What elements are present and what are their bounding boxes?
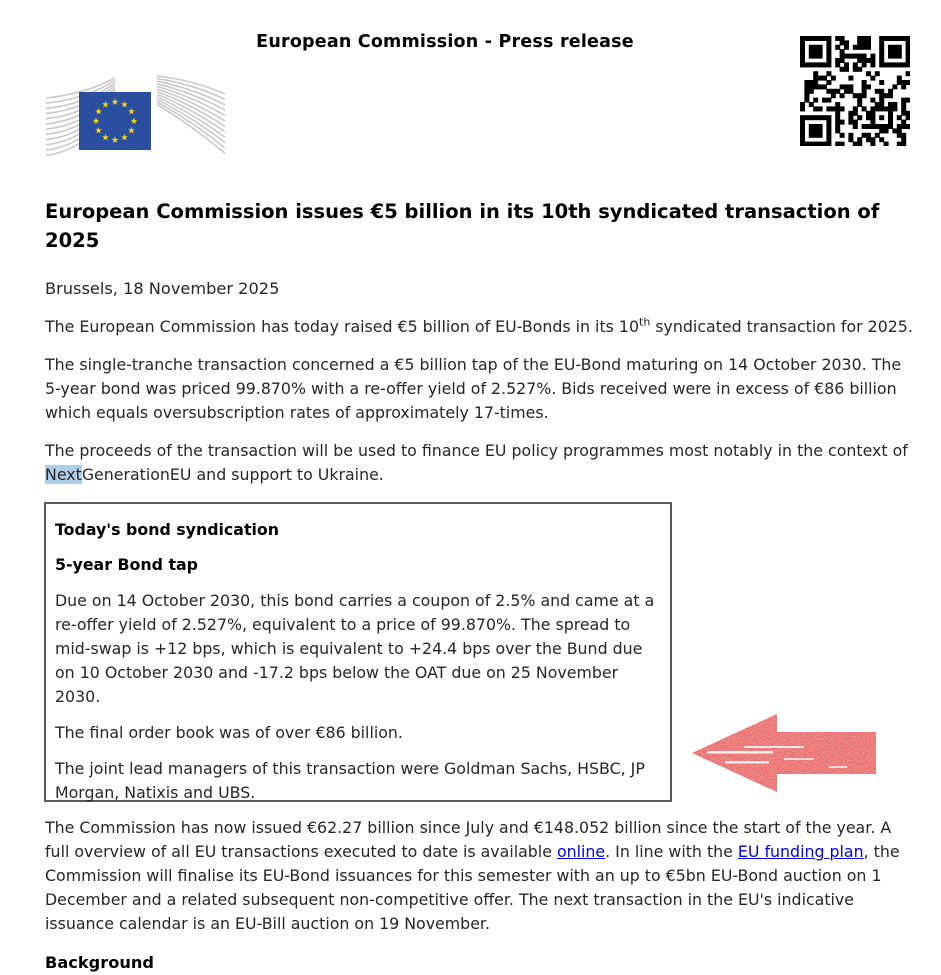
- online-link[interactable]: online: [556, 842, 606, 861]
- background-section-heading: Background: [45, 953, 154, 972]
- intro-text-before: The European Commission has today raised €5 billion of EU-Bonds in its 10: [45, 317, 639, 336]
- closing-text-2: . In line with the: [605, 842, 738, 861]
- red-stamp-arrow-icon: [689, 711, 879, 796]
- document-type-title: European Commission - Press release: [256, 32, 634, 52]
- box-title: Today's bond syndication: [55, 520, 280, 539]
- proceeds-text-after: GenerationEU and support to Ukraine.: [81, 465, 384, 484]
- ordinal-superscript: th: [639, 315, 651, 329]
- dateline: Brussels, 18 November 2025: [45, 279, 280, 298]
- box-subtitle: 5-year Bond tap: [55, 555, 198, 574]
- qr-code: [800, 36, 910, 146]
- intro-paragraph: [45, 315, 915, 339]
- closing-paragraph: [45, 816, 915, 936]
- box-orderbook-paragraph: The final order book was of over €86 billion.: [55, 723, 403, 742]
- document-body: [0, 198, 941, 975]
- bond-syndication-box: [44, 502, 672, 802]
- highlighted-text: Next: [45, 465, 82, 484]
- document-header: [0, 0, 941, 162]
- proceeds-paragraph: [45, 439, 915, 487]
- syndication-section: [45, 502, 915, 802]
- european-commission-logo-icon: [45, 68, 227, 162]
- closing-text-3: , the Commission will finalise its EU-Bond issuances for this semester with an up to €5bn EU-Bond auction on 1 December and a related subsequent non-competitive offer. The next transaction in the EU's indicative issuance calendar is an EU-Bill auction on 19 November.: [45, 842, 900, 933]
- transaction-paragraph: The single-tranche transaction concerned a €5 billion tap of the EU-Bond maturing on 14 October 2030. The 5-year bond was priced 99.870% with a re-offer yield of 2.527%. Bids received were in excess of €86 billion which equals oversubscription rates of approximately 17-times.: [45, 355, 902, 422]
- page-title: European Commission issues €5 billion in its 10th syndicated transaction of 2025: [45, 200, 880, 252]
- eu-funding-plan-link[interactable]: EU funding plan: [737, 842, 864, 861]
- proceeds-text-before: The proceeds of the transaction will be used to finance EU policy programmes most notably in the context of: [45, 441, 908, 460]
- closing-text-1: The Commission has now issued €62.27 billion since July and €148.052 billion since the start of the year. A full overview of all EU transactions executed to date is available: [45, 818, 892, 861]
- intro-text-after: syndicated transaction for 2025.: [650, 317, 913, 336]
- box-details-paragraph: Due on 14 October 2030, this bond carries a coupon of 2.5% and came at a re-offer yield of 2.527%, equivalent to a price of 99.870%. The spread to mid-swap is +12 bps, which is equivalent to +24.4 bps over the Bund due on 10 October 2030 and -17.2 bps below the OAT due on 25 November 2030.: [55, 591, 655, 706]
- box-managers-paragraph: The joint lead managers of this transaction were Goldman Sachs, HSBC, JP Morgan, Natixis and UBS.: [55, 759, 645, 802]
